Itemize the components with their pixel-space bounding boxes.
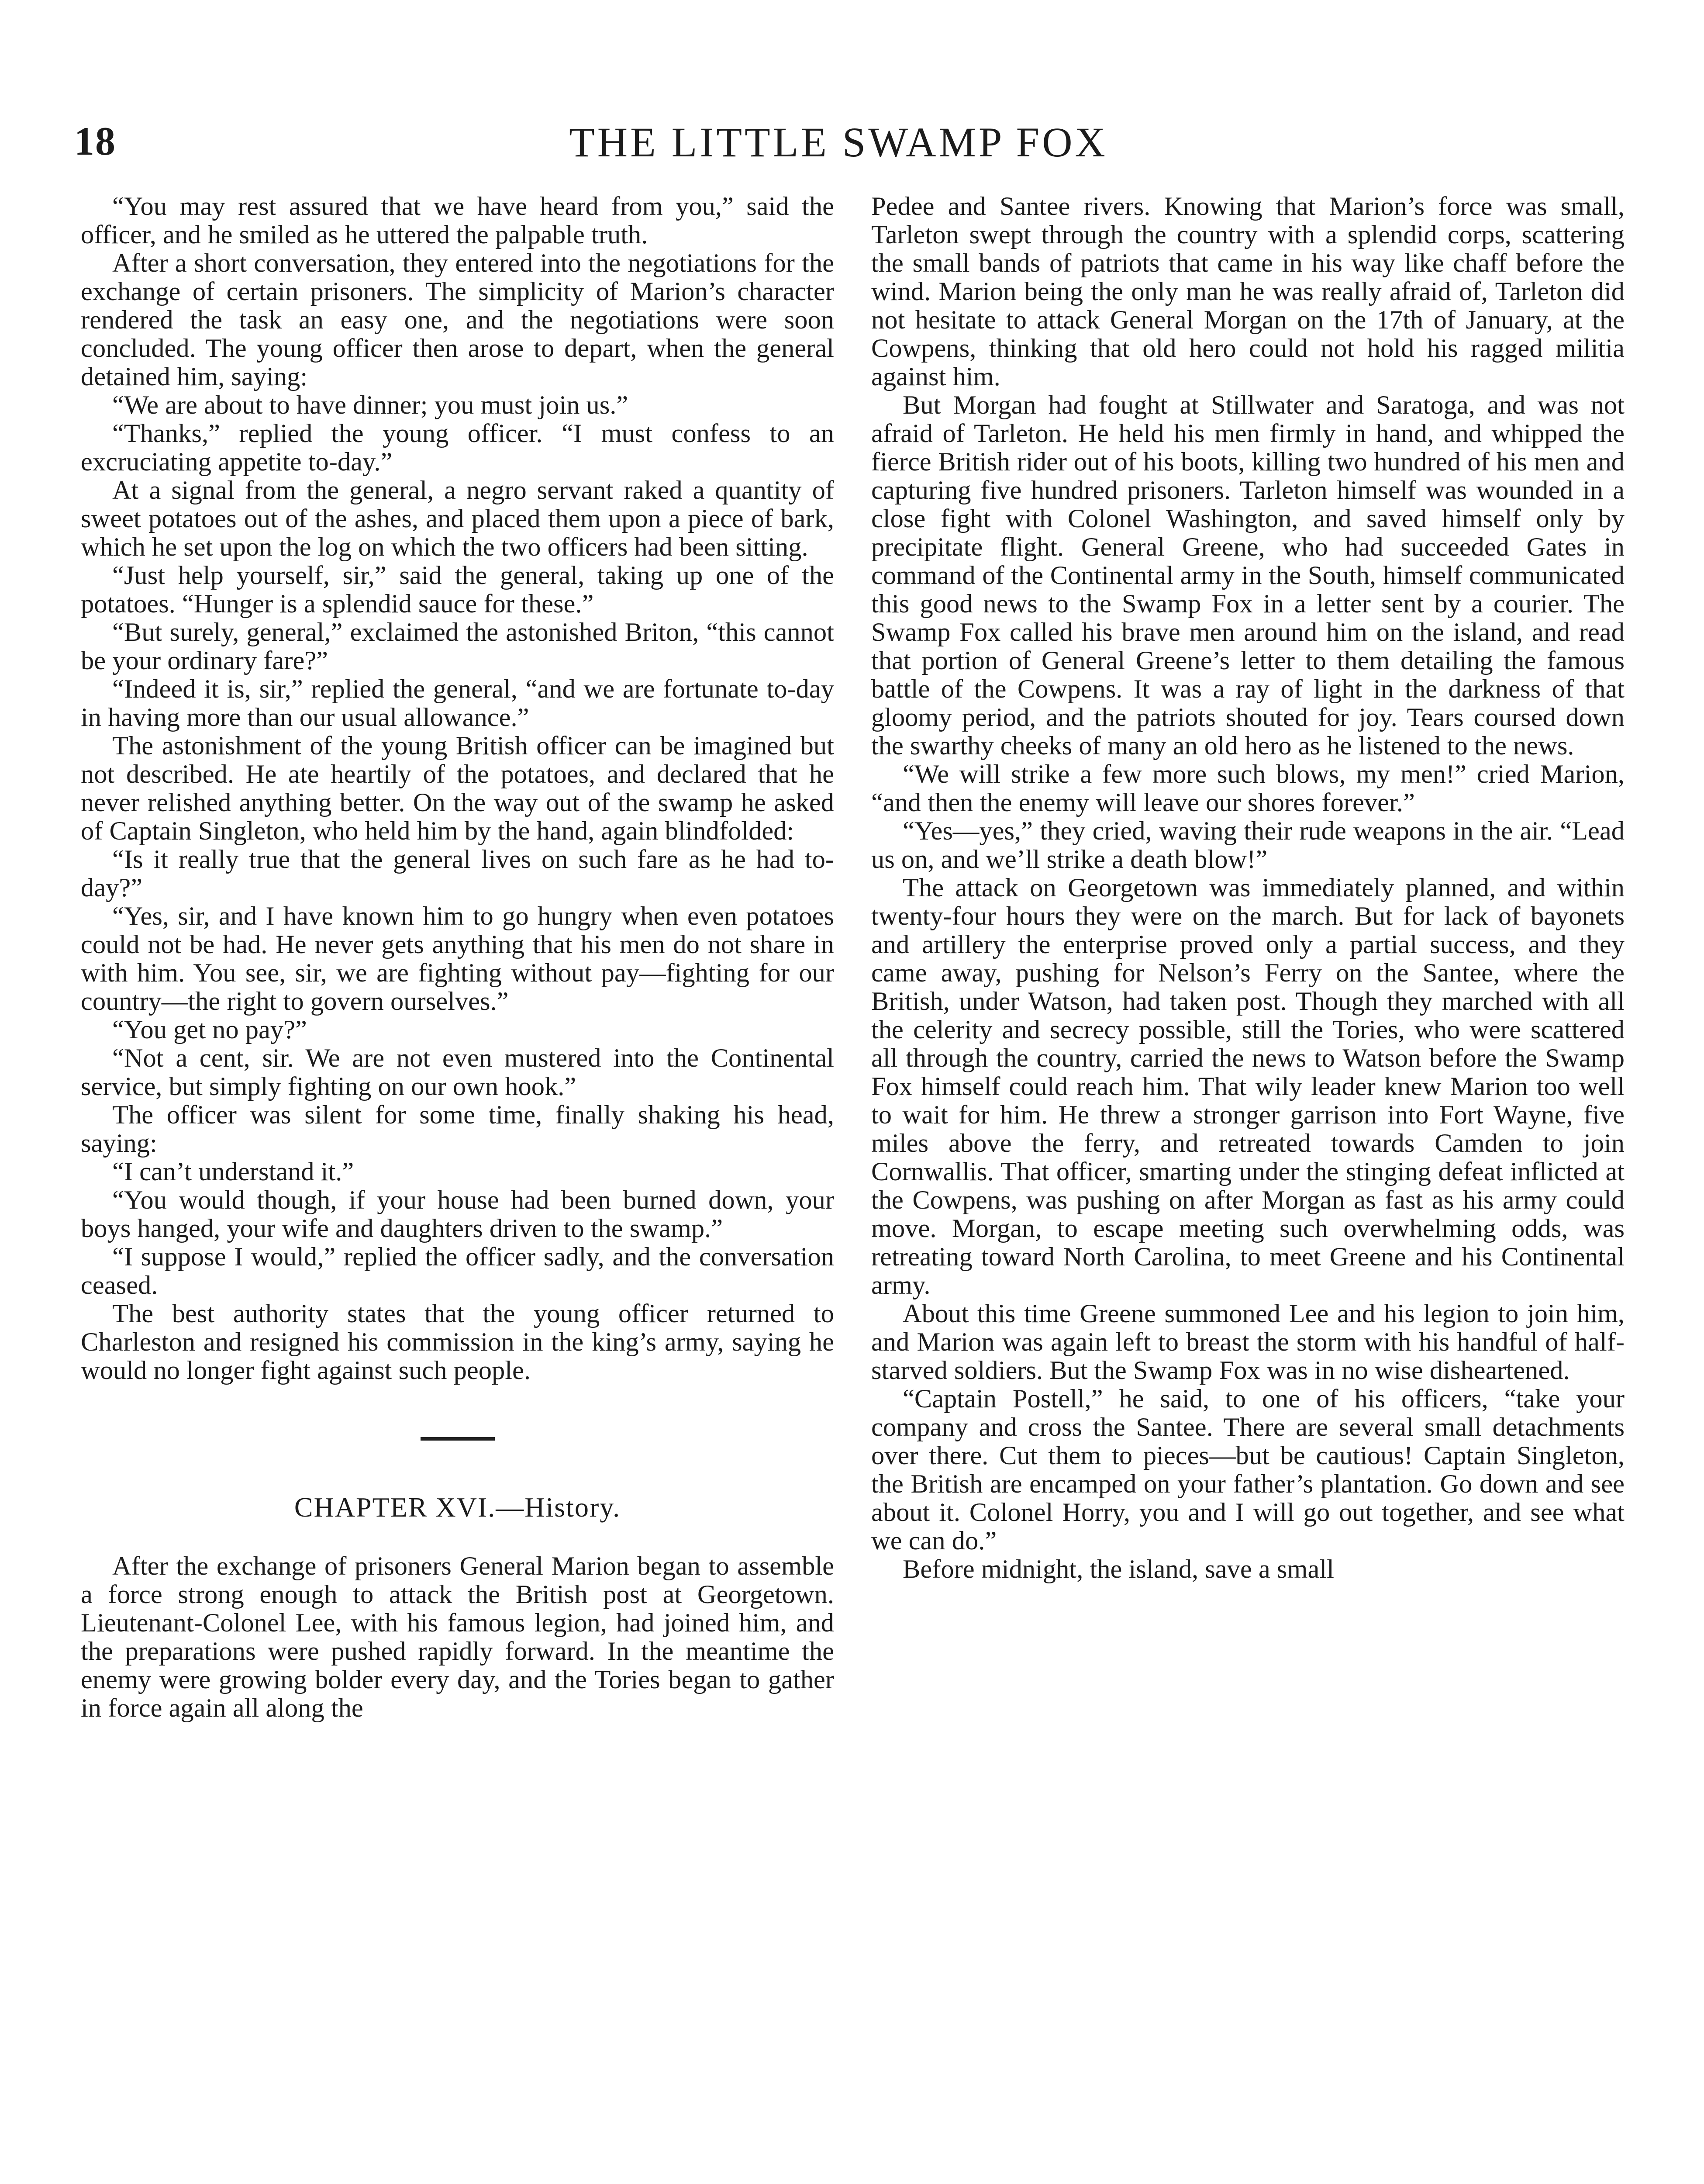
paragraph: “Thanks,” replied the young officer. “I must confess to an excruciating appetite to-day.” — [81, 419, 834, 477]
paragraph: “I suppose I would,” replied the officer sadly, and the conversation ceased. — [81, 1242, 834, 1300]
paragraph: The attack on Georgetown was immediately planned, and within twenty-four hours they were on the march. But for lack of bayonets and artillery the enterprise proved only a partial success, and they came away, pushing for Nelson’s Ferry on the Santee, where the British, under Watson, had taken post. Though they marched with all the celerity and secrecy possible, still the Tories, who were scattered all through the country, carried the news to Watson before the Swamp Fox himself could reach him. That wily leader knew Marion too well to wait for him. He threw a stronger garrison into Fort Wayne, five miles above the ferry, and retreated towards Camden to join Cornwallis. That officer, smarting under the stinging defeat inflicted at the Cowpens, was pushing on after Morgan as fast as his army could move. Morgan, to escape meeting such overwhelming odds, was retreating toward North Carolina, to meet Greene and his Continental army. — [871, 873, 1625, 1300]
paragraph: “Not a cent, sir. We are not even mustered into the Continental service, but simply fighting on our own hook.” — [81, 1044, 834, 1101]
paragraph: After the exchange of prisoners General Marion began to assemble a force strong enough to attack the British post at Georgetown. Lieutenant-Colonel Lee, with his famous legion, had joined him, and the preparations were pushed rapidly forward. In the meantime the enemy were growing bolder every day, and the Tories began to gather in force again all along the — [81, 1552, 834, 1723]
section-divider — [421, 1437, 495, 1441]
running-title: THE LITTLE SWAMP FOX — [569, 119, 1108, 166]
right-column — [871, 192, 1625, 1583]
paragraph: “We are about to have dinner; you must join us.” — [112, 390, 628, 420]
continued-paragraph: Pedee and Santee rivers. Knowing that Marion’s force was small, Tarleton swept through the country with a splendid corps, scattering the small bands of patriots that came in his way like chaff before the wind. Marion being the only man he was really afraid of, Tarleton did not hesitate to attack General Morgan on the 17th of January, at the Cowpens, thinking that old hero could not hold his ragged militia against him. — [871, 192, 1625, 391]
paragraph: The best authority states that the young officer returned to Charleston and resigned his commission in the king’s army, saying he would no longer fight against such people. — [81, 1299, 834, 1385]
paragraph: “Captain Postell,” he said, to one of his officers, “take your company and cross the Santee. There are several small detachments over there. Cut them to pieces—but be cautious! Captain Singleton, the British are encamped on your father’s plantation. Go down and see about it. Colonel Horry, you and I will go out together, and see what we can do.” — [871, 1384, 1625, 1555]
page-header — [74, 118, 1603, 183]
paragraph: At a signal from the general, a negro servant raked a quantity of sweet potatoes out of the ashes, and placed them upon a piece of bark, which he set upon the log on which the two officers had been sitting. — [81, 476, 834, 562]
paragraph: The astonishment of the young British officer can be imagined but not described. He ate heartily of the potatoes, and declared that he never relished anything better. On the way out of the swamp he asked of Captain Singleton, who held him by the hand, again blindfolded: — [81, 731, 834, 846]
paragraph: “Indeed it is, sir,” replied the general, “and we are fortunate to-day in having more than our usual allowance.” — [81, 674, 834, 732]
left-column — [81, 192, 834, 1722]
paragraph: “Yes, sir, and I have known him to go hungry when even potatoes could not be had. He never gets anything that his men do not share in with him. You see, sir, we are fighting without pay—fighting for our country—the right to govern ourselves.” — [81, 902, 834, 1016]
paragraph: But Morgan had fought at Stillwater and Saratoga, and was not afraid of Tarleton. He held his men firmly in hand, and whipped the fierce British rider out of his boots, killing two hundred of his men and capturing five hundred prisoners. Tarleton himself was wounded in a close fight with Colonel Washington, and saved himself only by precipitate flight. General Greene, who had succeeded Gates in command of the Continental army in the South, himself communicated this good news to the Swamp Fox in a letter sent by a courier. The Swamp Fox called his brave men around him on the island, and read that portion of General Greene’s letter to them detailing the famous battle of the Cowpens. It was a ray of light in the darkness of that gloomy period, and the patriots shouted for joy. Tears coursed down the swarthy cheeks of many an old hero as he listened to the news. — [871, 390, 1625, 760]
paragraph: “You would though, if your house had been burned down, your boys hanged, your wife and daughters driven to the swamp.” — [81, 1185, 834, 1243]
paragraph: “We will strike a few more such blows, my men!” cried Marion, “and then the enemy will leave our shores forever.” — [871, 760, 1625, 817]
paragraph: “You get no pay?” — [112, 1015, 307, 1044]
paragraph: “I can’t understand it.” — [112, 1157, 354, 1186]
paragraph: “But surely, general,” exclaimed the astonished Briton, “this cannot be your ordinary fare?” — [81, 618, 834, 675]
paragraph: Before midnight, the island, save a small — [903, 1555, 1334, 1584]
chapter-heading: CHAPTER XVI.—History. — [294, 1492, 621, 1523]
paragraph: The officer was silent for some time, finally shaking his head, saying: — [81, 1100, 834, 1158]
page-number: 18 — [74, 119, 116, 163]
paragraph: “Yes—yes,” they cried, waving their rude weapons in the air. “Lead us on, and we’ll strike a death blow!” — [871, 816, 1625, 874]
paragraph: About this time Greene summoned Lee and his legion to join him, and Marion was again left to breast the storm with his handful of half-starved soldiers. But the Swamp Fox was in no wise disheartened. — [871, 1299, 1625, 1385]
paragraph: “You may rest assured that we have heard from you,” said the officer, and he smiled as he uttered the palpable truth. — [81, 192, 834, 249]
paragraph: After a short conversation, they entered into the negotiations for the exchange of certain prisoners. The simplicity of Marion’s character rendered the task an easy one, and the negotiations were soon concluded. The young officer then arose to depart, when the general detained him, saying: — [81, 249, 834, 391]
paragraph: “Just help yourself, sir,” said the general, taking up one of the potatoes. “Hunger is a splendid sauce for these.” — [81, 561, 834, 619]
paragraph: “Is it really true that the general lives on such fare as he had to-day?” — [81, 845, 834, 902]
